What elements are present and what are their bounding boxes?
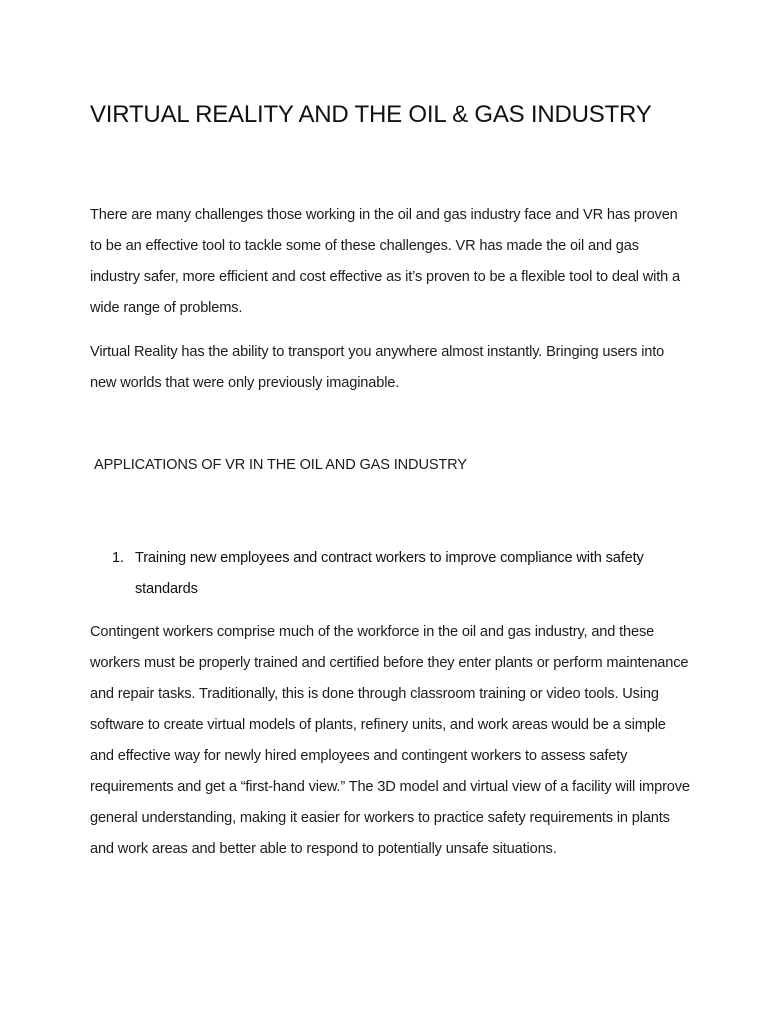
list-item bbox=[112, 543, 692, 605]
intro-paragraph: Virtual Reality has the ability to transport you anywhere almost instantly. Bringing users into new worlds that were only previously imaginable. bbox=[90, 344, 665, 391]
intro-paragraph: There are many challenges those working in the oil and gas industry face and VR has proven to be an effective tool to tackle some of these challenges. VR has made the oil and gas industry safer, more efficient and cost effective as it’s proven to be a flexible tool to deal with a wide range of problems. bbox=[90, 207, 681, 316]
body-paragraph: Contingent workers comprise much of the workforce in the oil and gas industry, and these workers must be properly trained and certified before they enter plants or perform maintenance and repair tasks. Traditionally, this is done through classroom training or video tools. Using software to create virtual models of plants, refinery units, and work areas would be a simple and effective way for newly hired employees and contingent workers to assess safety requirements and get a “first-hand view.” The 3D model and virtual view of a facility will improve general understanding, making it easier for workers to practice safety requirements in plants and work areas and better able to respond to potentially unsafe situations. bbox=[90, 624, 690, 857]
section-heading: APPLICATIONS OF VR IN THE OIL AND GAS INDUSTRY bbox=[94, 457, 467, 473]
document-title: VIRTUAL REALITY AND THE OIL & GAS INDUSTRY bbox=[90, 101, 652, 128]
list-item-text: Training new employees and contract workers to improve compliance with safety standards bbox=[135, 550, 644, 597]
list-item-number: 1. bbox=[112, 550, 124, 566]
